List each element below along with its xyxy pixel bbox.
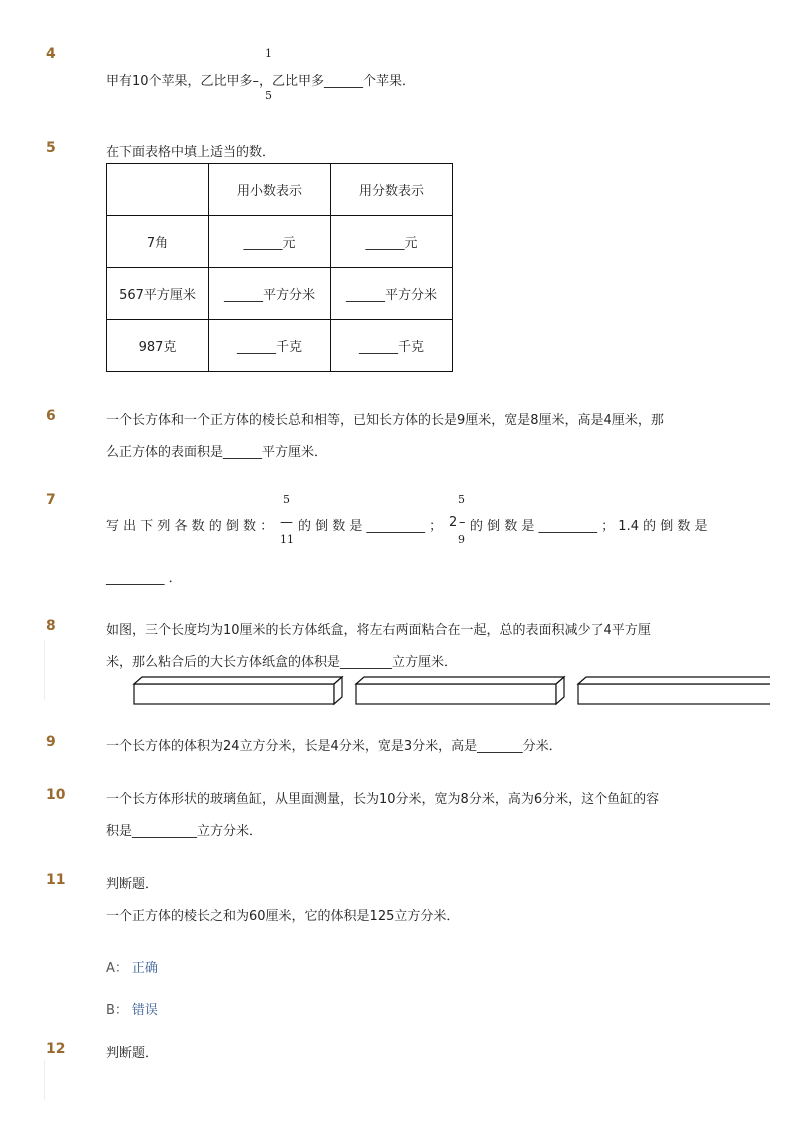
option-b-label: B： [106,1003,128,1018]
box-1 [134,677,342,704]
question-number-5: 5 [46,140,56,156]
table-header-cell [107,164,209,216]
question-6-line-1: 一个长方体和一个正方体的棱长总和相等，已知长方体的长是9厘米，宽是8厘米，高是4厘米，那 [106,413,664,428]
three-boxes-figure [130,674,770,710]
table-header-cell: 用小数表示 [209,164,331,216]
table-row [107,268,453,320]
table-cell: 7角 [107,216,209,268]
q7-line-2: _________ ． [106,571,182,586]
question-number-10: 10 [46,787,66,803]
q7-part-3: 的 倒 数 是 _________ ； 1.4 的 倒 数 是 [470,519,708,534]
question-4-text-before: 甲有10个苹果，乙比甲多 [106,74,253,89]
question-10-line-1: 一个长方体形状的玻璃鱼缸，从里面测量，长为10分米，宽为8分米，高为6分米，这个鱼缸的容 [106,792,660,807]
question-5-text: 在下面表格中填上适当的数． [106,145,276,160]
table-cell: ______平方分米 [209,268,331,320]
question-number-4: 4 [46,46,56,62]
table-header-row [107,164,453,216]
table-row [107,320,453,372]
question-number-11: 11 [46,872,66,888]
box-2 [356,677,564,704]
table-cell: ______千克 [209,320,331,372]
q7-part-1: 写 出 下 列 各 数 的 倒 数 ： [106,519,274,534]
question-8-line-1: 如图，三个长度均为10厘米的长方体纸盒，将左右两面粘合在一起，总的表面积减少了4平方厘 [106,623,651,638]
table-cell: ______元 [331,216,453,268]
fraction-bar: — [280,515,293,530]
question-number-6: 6 [46,408,56,424]
table-cell: ______平方分米 [331,268,453,320]
fraction-bar: – [459,515,466,530]
question-10-line-2: 积是__________立方分米． [106,824,263,839]
left-guide-line [44,640,45,700]
question-4-text-after: ，乙比甲多______个苹果． [259,74,416,89]
option-a[interactable] [106,957,158,976]
table-cell: 567平方厘米 [107,268,209,320]
q4-fraction-numerator: 1 [265,47,272,60]
question-11-line-1: 判断题． [106,877,159,892]
question-6-line-2: 么正方体的表面积是______平方厘米． [106,445,328,460]
fraction-bar: – [252,74,260,89]
table-cell: 987克 [107,320,209,372]
conversion-table [106,163,453,372]
q7-whole-number: 2 [449,515,458,530]
question-number-12: 12 [46,1041,66,1057]
question-number-9: 9 [46,734,56,750]
question-4-text [106,70,415,89]
q7-fraction-1-denominator: 11 [280,533,294,546]
q4-fraction-denominator: 5 [265,89,272,102]
table-header-cell: 用分数表示 [331,164,453,216]
q7-fraction-1-numerator: 5 [283,493,290,506]
table-cell: ______元 [209,216,331,268]
q7-fraction-2-denominator: 9 [458,533,465,546]
left-guide-line [44,1060,45,1100]
option-b[interactable] [106,999,158,1018]
question-8-line-2: 米，那么粘合后的大长方体纸盒的体积是________立方厘米． [106,655,458,670]
question-12-line-1: 判断题． [106,1046,159,1061]
question-11-line-2: 一个正方体的棱长之和为60厘米，它的体积是125立方分米． [106,909,460,924]
q7-part-2: 的 倒 数 是 _________ ； [298,519,443,534]
q7-fraction-2-numerator: 5 [458,493,465,506]
question-number-8: 8 [46,618,56,634]
table-cell: ______千克 [331,320,453,372]
box-3 [578,677,770,704]
option-b-value: 错误 [131,1003,158,1018]
option-a-label: A： [106,961,128,976]
question-number-7: 7 [46,492,56,508]
option-a-value: 正确 [131,961,158,976]
question-9-text: 一个长方体的体积为24立方分米，长是4分米，宽是3分米，高是_______分米． [106,739,562,754]
table-row [107,216,453,268]
